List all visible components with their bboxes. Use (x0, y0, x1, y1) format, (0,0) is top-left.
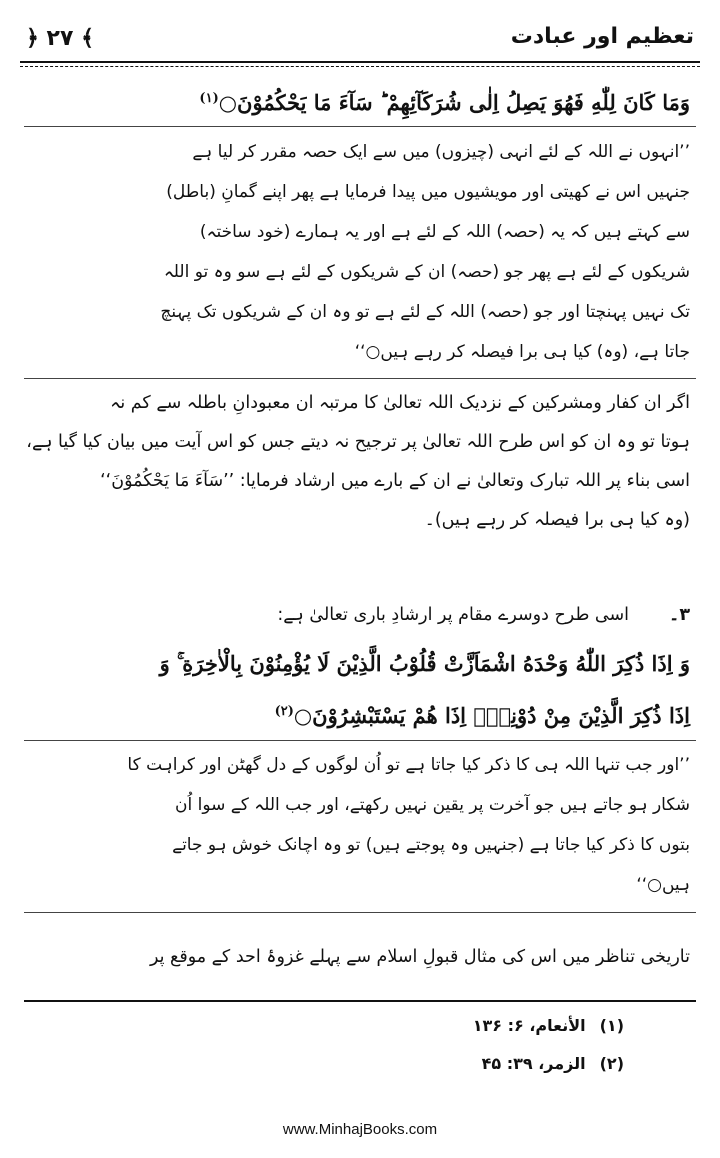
list-item-3 (22, 596, 690, 635)
running-title: تعظیم اور عبادت (510, 24, 694, 49)
footnote-rule (24, 1000, 696, 1002)
verse-2-line-1: وَ اِذَا ذُكِرَ اللّٰهُ وَحْدَهُ اشْمَاَزَّتْ قُلُوْبُ الَّذِيْنَ لَا يُؤْمِنُوْنَ بِالْاٰخِرَةِ ۚ وَ (159, 651, 690, 676)
quote-1-line: جنہیں اس نے کھیتی اور مویشیوں میں پیدا فرمایا ہے پھر اپنے گمانِ (باطل) (166, 182, 690, 202)
quote-1-line: ’’انہوں نے اللہ کے لئے انہی (چیزوں) میں سے ایک حصہ مقرر کر لیا ہے (192, 142, 690, 162)
quote-2-line: بتوں کا ذکر کیا جاتا ہے (جنہیں وہ پوجتے ہیں) تو وہ اچانک خوش ہو جاتے (172, 835, 690, 855)
translation-quote-1 (50, 132, 690, 372)
quote-2-bottom-rule (24, 912, 696, 913)
footnote-1 (124, 1012, 624, 1040)
header-rule (20, 61, 700, 63)
quran-verse-2 (30, 640, 690, 740)
body-paragraph-2 (22, 938, 690, 977)
page-number: ﴿ ۲۷ ﴾ (26, 26, 94, 51)
quote-1-top-rule (24, 126, 696, 127)
footnote-2 (124, 1050, 624, 1078)
para-2-line: تاریخی تناظر میں اس کی مثال قبولِ اسلام سے پہلے غزوۂ احد کے موقع پر (149, 947, 690, 967)
quote-1-bottom-rule (24, 378, 696, 379)
footnote-1-text: الأنعام، ۶: ۱۳۶ (472, 1016, 586, 1035)
verse-2-note: (۲) (274, 704, 294, 719)
quote-2-line: ہیں○‘‘ (636, 875, 690, 895)
verse-1-note: (۱) (199, 91, 219, 106)
quote-2-top-rule (24, 740, 696, 741)
footnote-2-text: الزمر، ۳۹: ۴۵ (481, 1054, 586, 1073)
para-1-line: (وہ کیا ہی برا فیصلہ کر رہے ہیں)۔ (424, 510, 690, 530)
page-header (20, 22, 700, 62)
body-paragraph-1 (22, 384, 690, 540)
item-number: ۳۔ (669, 605, 690, 625)
footnote-1-mark: (۱) (599, 1016, 624, 1035)
quote-2-line: ’’اور جب تنہا اللہ ہی کا ذکر کیا جاتا ہے تو اُن لوگوں کے دل گھٹن اور کراہت کا (127, 755, 690, 775)
translation-quote-2 (50, 745, 690, 905)
quran-verse-1 (30, 76, 690, 126)
verse-2-line-2: اِذَا ذُكِرَ الَّذِيْنَ مِنْ دُوْنِهٖۤ اِذَا هُمْ يَسْتَبْشِرُوْنَ○ (293, 703, 690, 728)
quote-1-line: سے کہتے ہیں کہ یہ (حصہ) اللہ کے لئے ہے اور یہ ہمارے (خود ساختہ) (199, 222, 690, 242)
quote-1-line: تک نہیں پہنچتا اور جو (حصہ) اللہ کے لئے ہے تو وہ ان کے شریکوں تک پہنچ (160, 302, 690, 322)
footnote-2-mark: (۲) (599, 1054, 624, 1073)
quote-2-line: شکار ہو جاتے ہیں جو آخرت پر یقین نہیں رکھتے، اور جب اللہ کے سوا اُن (175, 795, 690, 815)
quote-1-line: جاتا ہے، (وہ) کیا ہی برا فیصلہ کر رہے ہیں○‘‘ (354, 342, 690, 362)
footer-url[interactable]: www.MinhajBooks.com (282, 1121, 438, 1138)
para-1-line: اسی بناء پر اللہ تبارک وتعالیٰ نے ان کے بارے میں ارشاد فرمایا: ’’سَآءَ مَا يَحْكُمُوْنَ‘‘ (100, 471, 690, 491)
item-text: اسی طرح دوسرے مقام پر ارشادِ باری تعالیٰ ہے: (277, 605, 630, 625)
header-rule-dashed (20, 66, 700, 67)
para-1-line: ہوتا تو وہ ان کو اس طرح اللہ تعالیٰ پر ترجیح نہ دیتے جس کو اس آیت میں بیان کیا گیا ہے، (26, 432, 690, 452)
para-1-line: اگر ان کفار ومشرکین کے نزدیک اللہ تعالیٰ کا مرتبہ ان معبودانِ باطلہ سے کم نہ (110, 393, 690, 413)
verse-1-text: وَمَا كَانَ لِلّٰهِ فَهُوَ يَصِلُ اِلٰى شُرَكَآئِهِمْ ؕ سَآءَ مَا يَحْكُمُوْنَ○ (218, 90, 690, 115)
quote-1-line: شریکوں کے لئے ہے پھر جو (حصہ) ان کے شریکوں کے لئے ہے سو وہ تو اللہ (163, 262, 690, 282)
